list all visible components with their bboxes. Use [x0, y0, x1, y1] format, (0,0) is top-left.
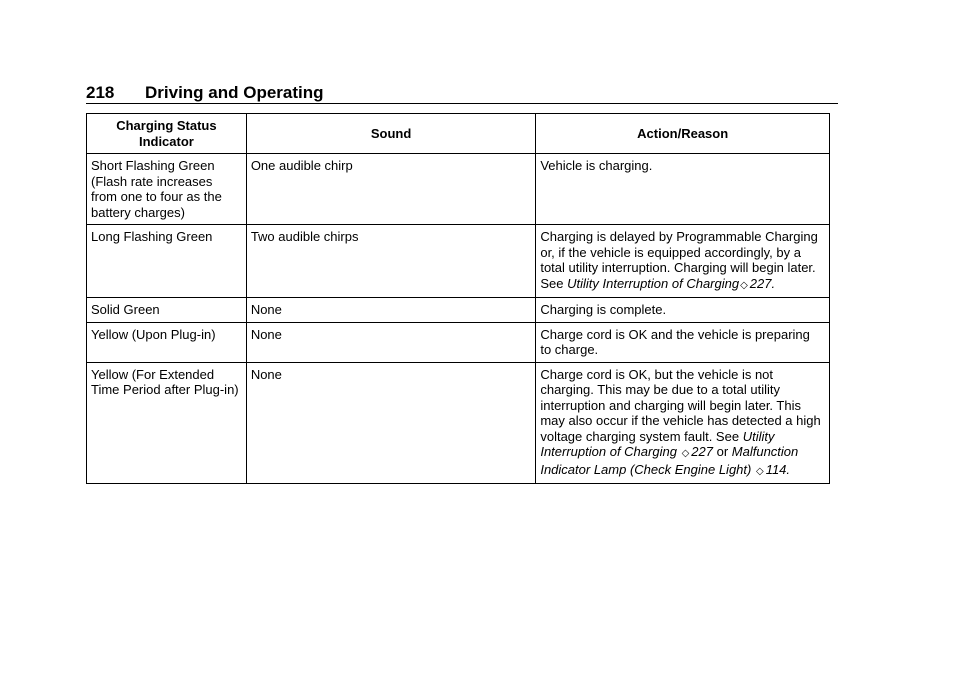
reason-cell [536, 225, 830, 298]
reason-text: Charge cord is OK, but the vehicle is not charging. This may be due to a total utility interruption and charging will begin later. This may also occur if the vehicle has detected a high voltage charging system fault. See [540, 366, 821, 444]
cross-reference-page: 227 [749, 275, 772, 291]
reason-cell [536, 362, 830, 484]
reason-or: or [716, 444, 729, 459]
column-header-reason: Action/Reason [536, 114, 830, 154]
reason-end: . [786, 461, 791, 477]
sound-cell: None [246, 362, 536, 484]
cross-reference-page: 114 [765, 461, 787, 477]
indicator-cell: Yellow (For Extended Time Period after Plug-in) [87, 362, 247, 484]
indicator-cell: Short Flashing Green (Flash rate increases from one to four as the battery charges) [87, 154, 247, 225]
page-number: 218 [86, 83, 115, 102]
column-header-indicator: Charging Status Indicator [87, 114, 247, 154]
reason-cell: Charge cord is OK and the vehicle is preparing to charge. [536, 322, 830, 362]
table-row [87, 298, 830, 323]
page-title: Driving and Operating [145, 83, 324, 102]
reason-cell: Charging is complete. [536, 298, 830, 323]
page-header [86, 83, 838, 103]
reason-end: . [771, 275, 776, 291]
table-row [87, 154, 830, 225]
cross-reference-link[interactable]: Utility Interruption of Charging [567, 275, 740, 291]
cross-reference-page: 227 [691, 444, 713, 459]
reason-cell: Vehicle is charging. [536, 154, 830, 225]
header-rule [86, 103, 838, 104]
cross-reference-link[interactable]: Malfunction Indicator Lamp (Check Engine Light) [540, 444, 799, 477]
table-row [87, 322, 830, 362]
table-row [87, 225, 830, 298]
indicator-cell: Long Flashing Green [87, 225, 247, 298]
table-header-row [87, 114, 830, 154]
sound-cell: One audible chirp [246, 154, 536, 225]
page-reference-arrow-icon: ◇ [740, 279, 748, 291]
sound-cell: None [246, 298, 536, 323]
reason-text: Charging is delayed by Programmable Charging or, if the vehicle is equipped accordingly, by a total utility interruption. Charging will begin later. See [540, 229, 818, 291]
sound-cell: Two audible chirps [246, 225, 536, 298]
column-header-sound: Sound [246, 114, 536, 154]
cross-reference-link[interactable]: Utility Interruption of Charging [540, 428, 775, 459]
page-reference-arrow-icon: ◇ [755, 465, 764, 477]
table-row [87, 362, 830, 484]
indicator-cell: Solid Green [87, 298, 247, 323]
indicator-cell: Yellow (Upon Plug-in) [87, 322, 247, 362]
page-reference-arrow-icon: ◇ [681, 448, 690, 459]
sound-cell: None [246, 322, 536, 362]
charging-status-table [86, 113, 830, 484]
